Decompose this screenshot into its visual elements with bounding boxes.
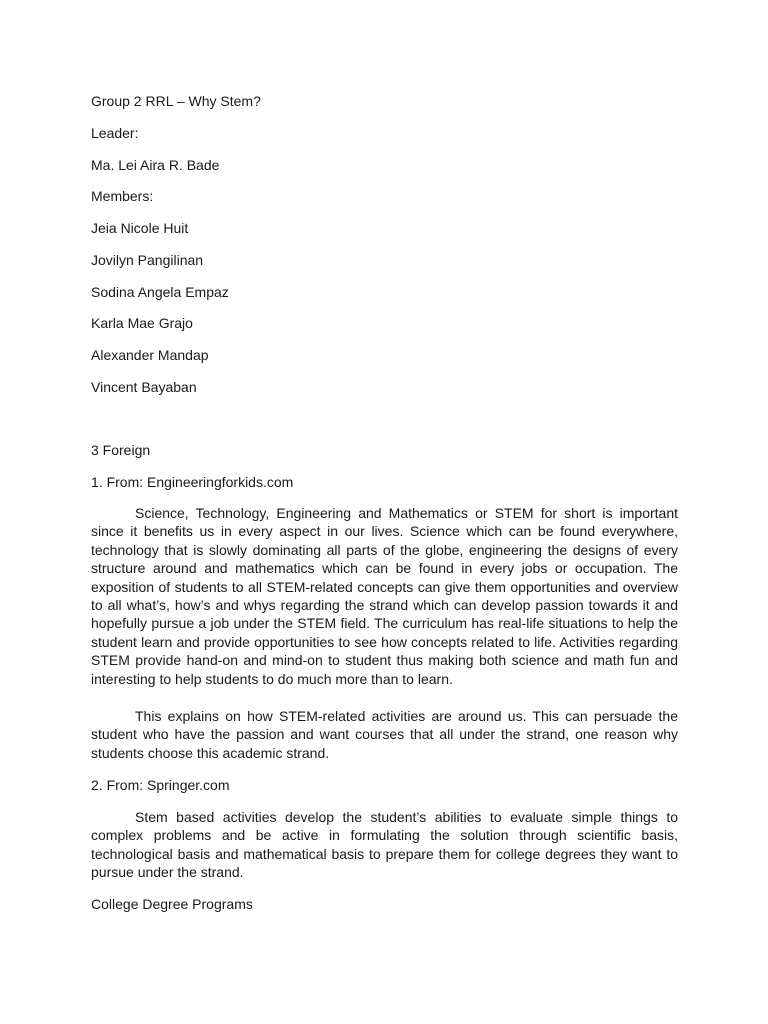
source-2-heading: 2. From: Springer.com — [91, 777, 230, 793]
member-name: Alexander Mandap — [91, 347, 209, 363]
member-name: Jeia Nicole Huit — [91, 220, 189, 236]
leader-name: Ma. Lei Aira R. Bade — [91, 157, 220, 173]
source-1-heading: 1. From: Engineeringforkids.com — [91, 474, 294, 490]
source-2-paragraph-1: Stem based activities develop the student’s abilities to evaluate simple things to complex problems and be active in formulating the solution through scientific basis, technological basis and mathematical basis to prepare them for college degrees they want to pursue under the strand. — [91, 809, 678, 881]
member-name: Karla Mae Grajo — [91, 315, 193, 331]
leader-label: Leader: — [91, 125, 139, 141]
member-name: Vincent Bayaban — [91, 379, 197, 395]
document-title: Group 2 RRL – Why Stem? — [91, 93, 261, 109]
member-name: Jovilyn Pangilinan — [91, 252, 204, 268]
source-1-paragraph-2: This explains on how STEM-related activities are around us. This can persuade the student who have the passion and want courses that all under the strand, one reason why students choose this academic strand. — [91, 708, 678, 761]
section-heading-foreign: 3 Foreign — [91, 442, 151, 458]
members-label: Members: — [91, 188, 154, 204]
college-degree-heading: College Degree Programs — [91, 896, 253, 912]
source-1-paragraph-1: Science, Technology, Engineering and Mathematics or STEM for short is important since it benefits us in every aspect in our lives. Science which can be found everywhere, technology that is slowly dominating all parts of the globe, engineering the designs of every structure around and mathematics which can be found in every jobs or occupation. The exposition of students to all STEM-related concepts can give them opportunities and overview to all what’s, how’s and whys regarding the strand which can develop passion towards it and hopefully pursue a job under the STEM field. The curriculum has real-life situations to help the student learn and provide opportunities to see how concepts related to life. Activities regarding STEM provide hand-on and mind-on to student thus making both science and math fun and interesting to help students to do much more than to learn. — [91, 505, 678, 687]
member-name: Sodina Angela Empaz — [91, 284, 229, 300]
